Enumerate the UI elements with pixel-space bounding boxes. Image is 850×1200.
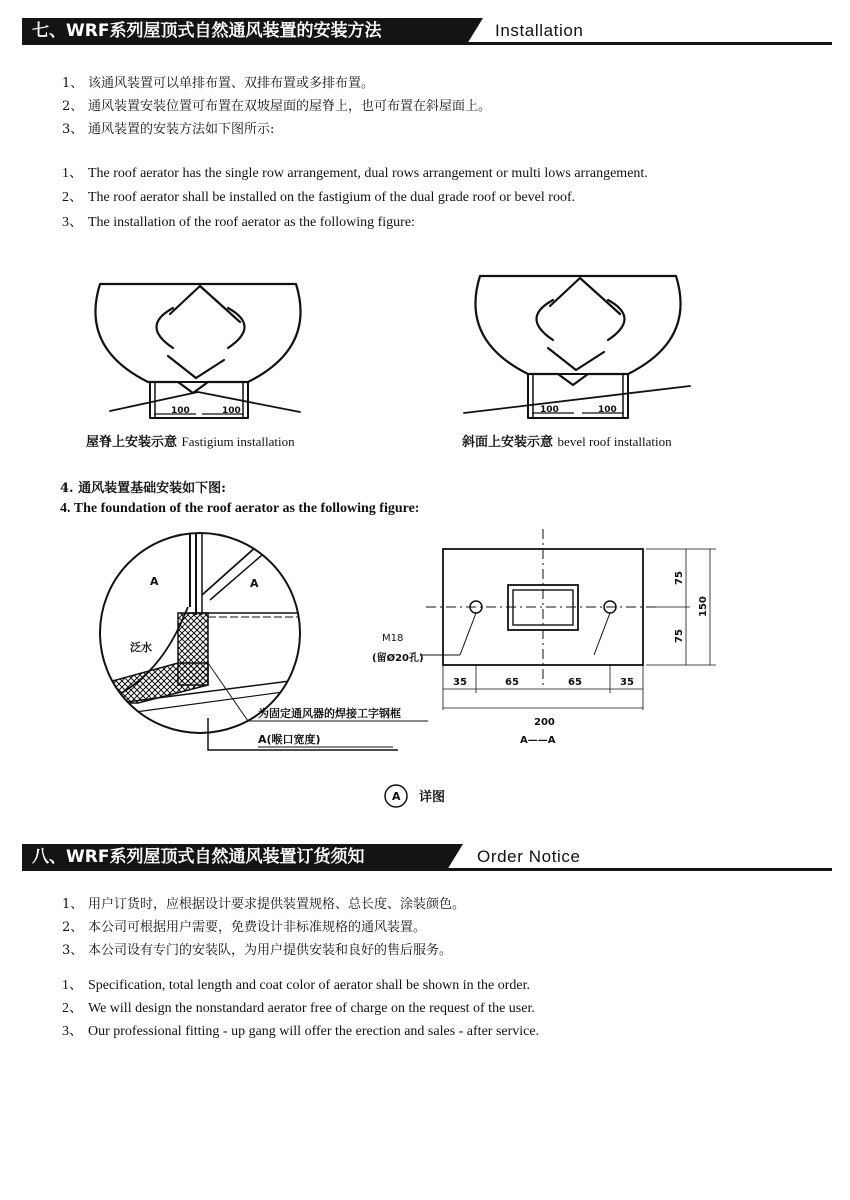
beam-label: 为固定通风器的焊接工字钢框	[258, 707, 401, 720]
chevron-top	[170, 286, 240, 322]
header-wedge	[467, 18, 483, 44]
item-4-en: 4. The foundation of the roof aerator as the following figure:	[60, 501, 420, 516]
dim-65-left: 65	[505, 677, 519, 688]
en-item-2: 2、 The roof aerator shall be installed on the fastigium of the dual grade roof or bevel roof.	[62, 190, 576, 205]
fastigium-figure	[78, 278, 318, 428]
detail-label-a2: A	[250, 577, 259, 590]
detail-mark-text: 详图	[419, 790, 446, 805]
dim-right: 100	[222, 406, 241, 416]
detail-mark-letter: A	[392, 790, 401, 803]
bevel-roof-figure	[458, 270, 698, 420]
dim-75-top: 75	[674, 571, 685, 585]
detail-label-a1: A	[150, 575, 159, 588]
throat-label: A(喉口宽度)	[258, 733, 321, 746]
order-en-item-1: 1、 Specification, total length and coat color of aerator shall be shown in the order.	[62, 978, 531, 993]
dim-150: 150	[698, 596, 709, 617]
bolt-label: M18	[382, 633, 404, 644]
cn-item-3: 3、 通风装置的安装方法如下图所示:	[62, 122, 275, 137]
section-label: A——A	[520, 735, 556, 746]
ridge-roof	[110, 392, 300, 412]
hole-label: (留Ø20孔)	[372, 653, 424, 664]
chevron-top	[550, 278, 620, 314]
section-8-title: 八、WRF系列屋顶式自然通风装置订货须知	[22, 844, 447, 870]
dim-left: 100	[540, 405, 559, 415]
chevron-bottom	[548, 348, 604, 370]
dim-75-bottom: 75	[674, 629, 685, 643]
section-7-header	[22, 18, 832, 44]
en-item-1: 1、 The roof aerator has the single row arrangement, dual rows arrangement or multi lows arrangement.	[62, 166, 648, 181]
detail-mark	[383, 783, 473, 811]
section-7-title: 七、WRF系列屋顶式自然通风装置的安装方法	[22, 18, 467, 44]
order-cn-item-1: 1、 用户订货时，应根据设计要求提供装置规格、总长度、涂装颜色。	[62, 897, 466, 912]
dim-right: 100	[598, 405, 617, 415]
cn-item-2: 2、 通风装置安装位置可布置在双坡屋面的屋脊上，也可布置在斜屋面上。	[62, 99, 492, 114]
section-7-title-en: Installation	[495, 21, 584, 40]
dim-65-right: 65	[568, 677, 582, 688]
header-wedge	[447, 844, 463, 870]
bevel-caption: 斜面上安装示意 bevel roof installation	[462, 434, 672, 450]
order-cn-item-2: 2、 本公司可根据用户需要，免费设计非标准规格的通风装置。	[62, 920, 427, 935]
section-8-header	[22, 844, 832, 870]
plan-a-a	[360, 525, 730, 750]
order-en-item-2: 2、 We will design the nonstandard aerator free of charge on the request of the user.	[62, 1001, 535, 1016]
item-4-cn: 4. 通风装置基础安装如下图:	[60, 481, 226, 496]
header-rule	[22, 868, 832, 871]
chevron-bottom	[168, 356, 224, 378]
dim-35-left: 35	[453, 677, 467, 688]
roof-slab	[98, 663, 208, 703]
fastigium-caption: 屋脊上安装示意 Fastigium installation	[86, 434, 295, 450]
header-rule	[22, 42, 832, 45]
dim-35-right: 35	[620, 677, 634, 688]
dim-left: 100	[171, 406, 190, 416]
dim-total: 200	[534, 717, 555, 728]
flashing-label: 泛水	[130, 641, 152, 654]
section-8-title-en: Order Notice	[477, 847, 581, 866]
bevel-roof-line	[464, 386, 690, 413]
order-en-item-3: 3、 Our professional fitting - up gang will offer the erection and sales - after service.	[62, 1024, 540, 1039]
cn-item-1: 1、 该通风装置可以单排布置、双排布置或多排布置。	[62, 76, 375, 91]
order-cn-item-3: 3、 本公司设有专门的安装队，为用户提供安装和良好的售后服务。	[62, 943, 453, 958]
en-item-3: 3、 The installation of the roof aerator as the following figure:	[62, 215, 415, 230]
